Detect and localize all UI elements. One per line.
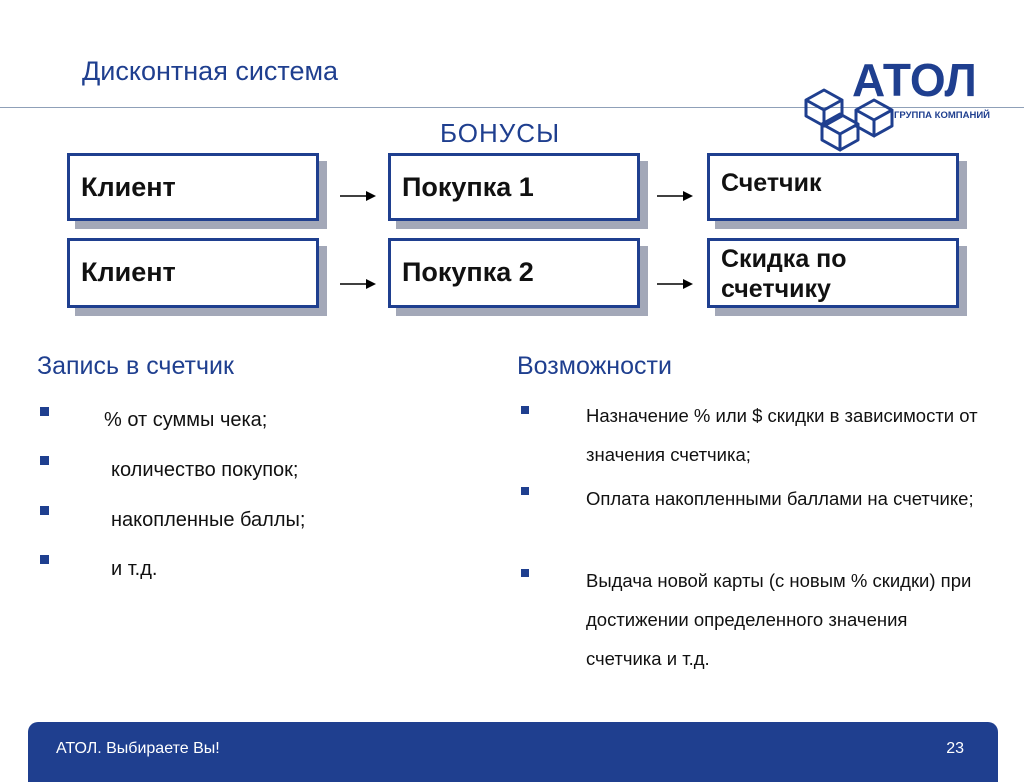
box-counter <box>707 153 959 221</box>
bullet-icon <box>521 406 529 414</box>
box-purchase-1 <box>388 153 640 221</box>
logo-text: АТОЛ <box>852 54 977 106</box>
page-number: 23 <box>946 740 964 757</box>
box-label: Покупка 2 <box>402 257 534 287</box>
list-item: и т.д. <box>111 558 158 580</box>
list-item: количество покупок; <box>111 459 299 481</box>
list-item: Выдача новой карты (с новым % скидки) при достижении определенного значения счетчика и т.д. <box>586 570 972 669</box>
box-client-2 <box>67 238 319 308</box>
atol-logo <box>800 52 990 157</box>
bullet-icon <box>40 456 49 465</box>
box-label: Скидка по счетчику <box>721 245 847 303</box>
logo-subtext: ГРУППА КОМПАНИЙ <box>894 110 990 121</box>
bullet-icon <box>40 555 49 564</box>
list-item: накопленные баллы; <box>111 509 306 531</box>
bullet-icon <box>40 407 49 416</box>
footer-bar <box>28 722 998 782</box>
bullet-icon <box>521 569 529 577</box>
box-label: Покупка 1 <box>402 172 534 202</box>
list-item: Оплата накопленными баллами на счетчике; <box>586 488 974 509</box>
arrow-right-icon <box>340 190 376 202</box>
arrow-right-icon <box>340 278 376 290</box>
diagram-title: БОНУСЫ <box>440 118 561 148</box>
box-purchase-2 <box>388 238 640 308</box>
right-column-heading: Возможности <box>517 352 672 380</box>
footer-slogan: АТОЛ. Выбираете Вы! <box>56 740 220 757</box>
box-counter-discount <box>707 238 959 308</box>
box-client-1 <box>67 153 319 221</box>
box-label: Клиент <box>81 257 176 287</box>
page-title: Дисконтная система <box>82 56 339 86</box>
left-column-heading: Запись в счетчик <box>37 352 234 380</box>
arrow-right-icon <box>657 278 693 290</box>
box-label: Счетчик <box>721 169 822 197</box>
bullet-icon <box>40 506 49 515</box>
bullet-icon <box>521 487 529 495</box>
arrow-right-icon <box>657 190 693 202</box>
list-item: Назначение % или $ скидки в зависимости от значения счетчика; <box>586 405 978 465</box>
box-label: Клиент <box>81 172 176 202</box>
list-item: % от суммы чека; <box>104 409 268 431</box>
